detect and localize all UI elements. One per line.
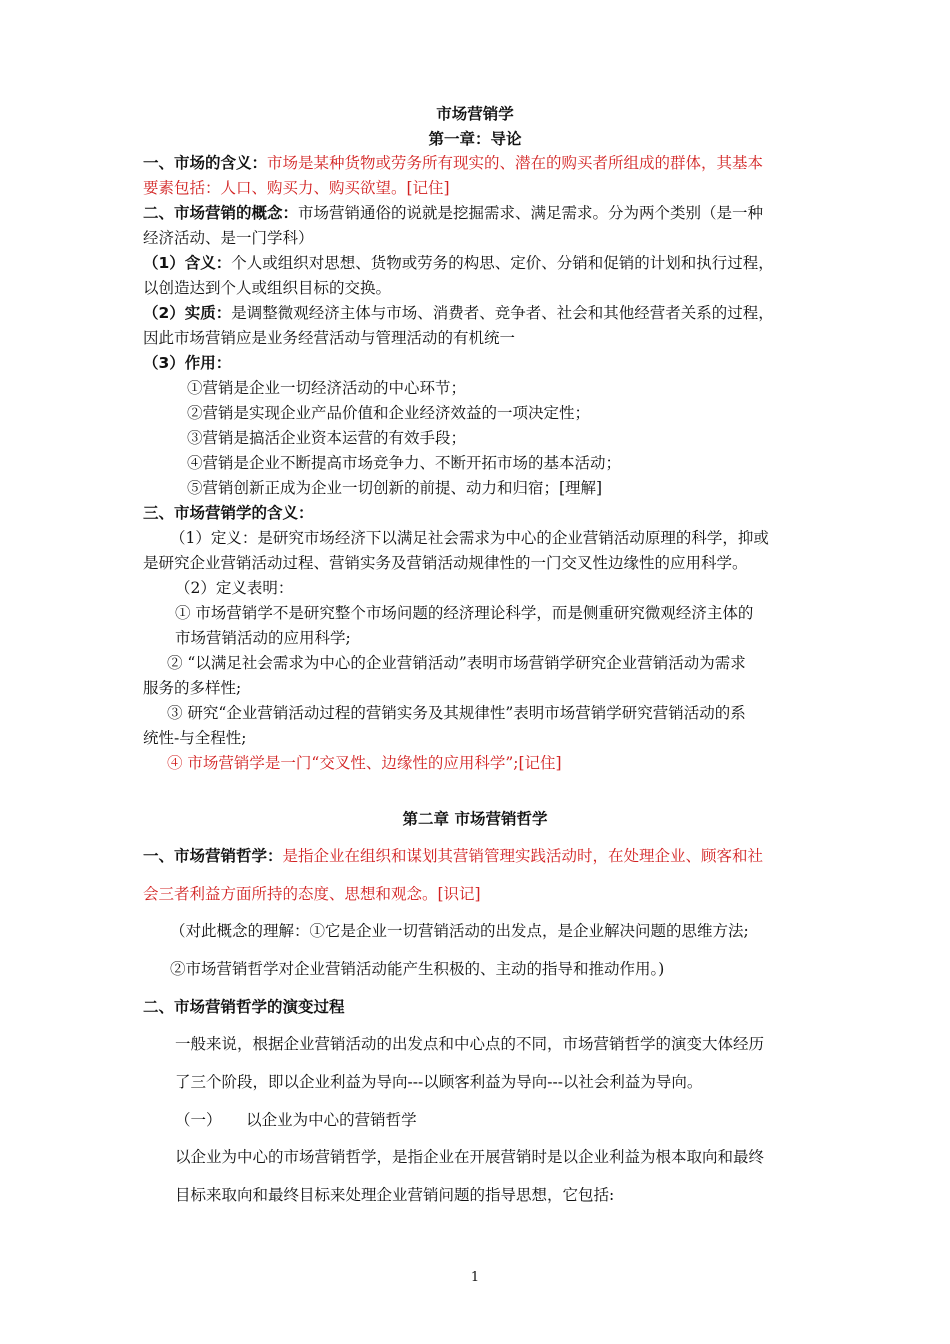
section-label: 一、市场营销哲学： [143,847,283,865]
item-text-cont: 因此市场营销应是业务经营活动与管理活动的有机统一 [143,329,516,347]
definition-item: （1）定义：是研究市场经济下以满足社会需求为中心的企业营销活动原理的科学，抑或 [170,529,769,547]
concept-note-cont: ②市场营销哲学对企业营销活动能产生积极的、主动的指导和推动作用。) [170,960,665,978]
explanation-item-cont: 统性-与全程性; [143,729,247,747]
definition-text: 是指企业在组织和谋划其营销管理实践活动时，在处理企业、顾客和社 [282,847,764,865]
item-label: （1）含义： [143,254,232,272]
section-label: 一、市场的含义： [143,154,268,172]
chapter1-heading: 第一章：导论 [428,130,522,148]
definition-text: 市场是某种货物或劳务所有现实的、潜在的购买者所组成的群体，其基本 [267,154,764,172]
explanation-item-highlight: ④ 市场营销学是一门“交叉性、边缘性的应用科学”;[记住] [167,754,562,772]
section-label: 三、市场营销学的含义： [143,504,314,522]
paragraph-text: 一般来说，根据企业营销活动的出发点和中心点的不同，市场营销哲学的演变大体经历 [175,1035,765,1053]
role-item: ⑤营销创新正成为企业一切创新的前提、动力和归宿；[理解] [187,479,603,497]
role-item: ④营销是企业不断提高市场竞争力、不断开拓市场的基本活动； [187,454,622,472]
paragraph-text-cont: 了三个阶段，即以企业利益为导向---以顾客利益为导向---以社会利益为导向。 [175,1073,703,1091]
item-text-cont: 以创造达到个人或组织目标的交换。 [143,279,392,297]
paragraph-text-cont: 经济活动、是一门学科） [143,229,314,247]
item-text: 个人或组织对思想、货物或劳务的构思、定价、分销和促销的计划和执行过程， [231,254,774,272]
definition-item-cont: 是研究企业营销活动过程、营销实务及营销活动规律性的一门交叉性边缘性的应用科学。 [143,554,748,572]
role-label: （3）作用： [143,354,232,372]
item-text: 是调整微观经济主体与市场、消费者、竞争者、社会和其他经营者关系的过程， [231,304,774,322]
paragraph-text: 市场营销通俗的说就是挖掘需求、满足需求。分为两个类别（是一种 [298,204,764,222]
chapter2-heading: 第二章 市场营销哲学 [402,810,548,828]
page-number: 1 [470,1270,480,1285]
definition-text-cont: 会三者利益方面所持的态度、思想和观念。[识记] [143,885,481,903]
document-title: 市场营销学 [436,105,514,123]
explanation-item-cont: 服务的多样性; [143,679,242,697]
role-item: ②营销是实现企业产品价值和企业经济效益的一项决定性； [187,404,591,422]
explanation-item: ③ 研究“企业营销活动过程的营销实务及其规律性”表明市场营销学研究营销活动的系 [167,704,746,722]
concept-note: （对此概念的理解：①它是企业一切营销活动的出发点，是企业解决问题的思维方法; [170,922,749,940]
section-label: 二、市场营销哲学的演变过程 [143,998,345,1016]
role-item: ①营销是企业一切经济活动的中心环节； [187,379,467,397]
market-definition [143,152,763,174]
marketing-philosophy-definition [143,845,763,867]
meaning-item [143,252,774,274]
essence-item [143,302,774,324]
paragraph-text: 以企业为中心的市场营销哲学，是指企业在开展营销时是以企业利益为根本取向和最终 [175,1148,765,1166]
definition-text-cont: 要素包括：人口、购买力、购买欲望。[记住] [143,179,450,197]
explanation-item-cont: 市场营销活动的应用科学; [175,629,351,647]
role-item: ③营销是搞活企业资本运营的有效手段； [187,429,467,447]
explanation-label: （2）定义表明： [175,579,294,597]
marketing-concept [143,202,763,224]
item-label: （2）实质： [143,304,232,322]
explanation-item: ② “以满足社会需求为中心的企业营销活动”表明市场营销学研究企业营销活动为需求 [167,654,746,672]
subsection-label: （一） 以企业为中心的营销哲学 [175,1111,417,1129]
section-label: 二、市场营销的概念： [143,204,299,222]
paragraph-text-cont: 目标来取向和最终目标来处理企业营销问题的指导思想，它包括: [175,1186,615,1204]
explanation-item: ① 市场营销学不是研究整个市场问题的经济理论科学，而是侧重研究微观经济主体的 [175,604,754,622]
